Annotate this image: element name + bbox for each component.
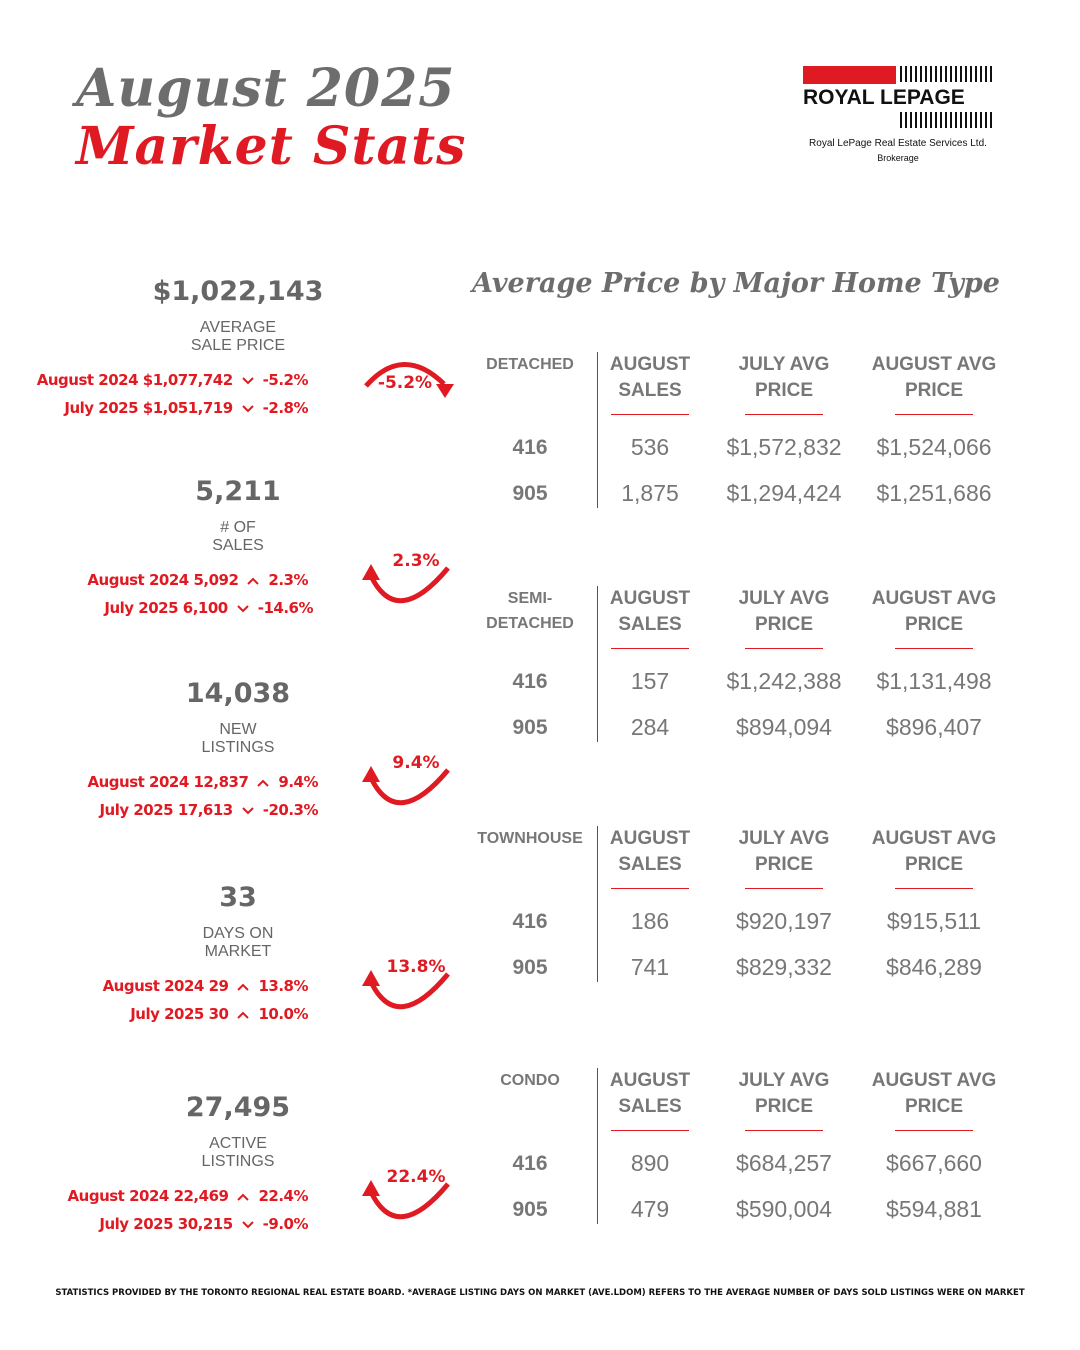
stat-label-line2: SALES [212,537,264,554]
chevron-up-icon [228,1008,258,1023]
comparison-value: $1,077,742 [142,371,233,389]
stat-label-line2: LISTINGS [201,1153,275,1170]
comparison-percent: 10.0% [258,1005,308,1023]
comparison-value: 29 [208,977,229,995]
chevron-up-icon [238,574,268,589]
table-cell-sales: 186 [630,908,670,934]
comparison-row [99,801,318,819]
table-cell-aug: $1,251,686 [876,480,992,506]
comparison-row [87,571,308,589]
header-underline [895,888,973,889]
home-type-label [470,586,590,636]
comparison-period: August 2024 [36,371,139,389]
region-label: 905 [512,482,548,505]
home-type-label [470,826,590,851]
comparison-row [130,1005,308,1023]
table-cell-sales: 157 [630,668,670,694]
stat-label-line2: LISTINGS [201,739,275,756]
column-header-aug [859,1068,1009,1120]
comparison-percent: 9.4% [278,773,318,791]
header-underline [895,414,973,415]
comparison-row [99,1215,308,1233]
stat-label [118,1135,358,1171]
header-underline [611,648,689,649]
stat-label [118,721,358,757]
stat-label [118,519,358,555]
table-cell-sales: 536 [630,434,670,460]
column-header-line: JULY AVG [738,354,830,375]
header-underline [895,648,973,649]
chevron-up-icon [228,1190,258,1205]
stat-value: 27,495 [185,1092,291,1123]
title-line-1: August 2025 [76,58,456,119]
arc-percent-label: 22.4% [386,1167,446,1187]
table-cell-aug: $1,524,066 [876,434,992,460]
column-header-line: SALES [618,614,682,635]
table-cell-july: $920,197 [736,908,832,934]
comparison-value: 6,100 [182,599,228,617]
table-cell-sales: 741 [630,954,670,980]
comparison-period: July 2025 [64,399,139,417]
column-header-line: SALES [618,1096,682,1117]
comparison-value: 12,837 [193,773,249,791]
arc-percent-label: 9.4% [392,753,440,773]
comparison-value: 5,092 [193,571,239,589]
comparison-percent: -9.0% [262,1215,308,1233]
table-cell-sales: 1,875 [621,480,679,506]
title-line-2: Market Stats [76,116,467,177]
column-header-july [709,826,859,878]
home-type-line: TOWNHOUSE [477,830,583,847]
column-header-line: PRICE [754,854,814,875]
table-cell-sales: 479 [630,1196,670,1222]
column-header-line: PRICE [754,1096,814,1117]
header-underline [745,888,823,889]
comparison-value: 30 [208,1005,229,1023]
table-cell-july: $684,257 [736,1150,832,1176]
table-cell-july: $590,004 [736,1196,832,1222]
region-label: 416 [512,1152,548,1175]
comparison-percent: -20.3% [262,801,318,819]
column-header-line: AUGUST [609,828,691,849]
chevron-down-icon [228,602,258,617]
column-header-line: SALES [618,380,682,401]
stat-label-line1: ACTIVE [209,1135,267,1152]
table-cell-july: $1,572,832 [726,434,842,460]
column-header-aug [859,826,1009,878]
column-header-line: JULY AVG [738,1070,830,1091]
chevron-up-icon [228,980,258,995]
comparison-row [64,399,308,417]
stat-value: 33 [219,882,257,913]
stat-label [118,925,358,961]
table-cell-aug: $667,660 [886,1150,982,1176]
comparison-value: 30,215 [177,1215,233,1233]
column-header-line: AUGUST AVG [871,588,997,609]
table-cell-july: $829,332 [736,954,832,980]
home-type-line: CONDO [500,1072,560,1089]
chevron-up-icon [248,776,278,791]
home-type-label [470,1068,590,1093]
comparison-period: July 2025 [99,1215,174,1233]
stat-label-line1: NEW [219,721,257,738]
header-underline [611,1130,689,1131]
comparison-period: July 2025 [99,801,174,819]
comparison-percent: -5.2% [262,371,308,389]
logo-brand: ROYAL LEPAGE [803,86,965,109]
home-type-line: SEMI- [507,590,553,607]
comparison-value: $1,051,719 [142,399,233,417]
stat-value: 14,038 [185,678,291,709]
comparison-value: 17,613 [177,801,233,819]
arc-percent-label: 2.3% [392,551,440,571]
header-underline [611,888,689,889]
table-cell-aug: $594,881 [886,1196,982,1222]
region-label: 416 [512,670,548,693]
table-cell-aug: $846,289 [886,954,982,980]
table-cell-aug: $915,511 [886,908,982,934]
column-header-line: AUGUST [609,588,691,609]
logo-brokerage: Brokerage [877,153,919,163]
column-header-line: AUGUST AVG [871,1070,997,1091]
column-header-july [709,1068,859,1120]
comparison-period: July 2025 [130,1005,204,1023]
stat-label-line1: DAYS ON [202,925,274,942]
footer-note: STATISTICS PROVIDED BY THE TORONTO REGIONAL REAL ESTATE BOARD. *AVERAGE LISTING DAYS ON MARKET (AVE.LDOM) REFERS TO THE AVERAGE NUMBER OF DAYS SOLD LISTINGS WERE ON MARKET [55,1288,1025,1298]
region-label: 905 [512,1198,548,1221]
comparison-row [104,599,313,617]
column-header-aug [859,586,1009,638]
home-type-line: DETACHED [486,356,574,373]
home-type-line: DETACHED [486,615,574,632]
stat-value: $1,022,143 [152,276,324,307]
header-underline [745,648,823,649]
table-cell-sales: 890 [630,1150,670,1176]
header-underline [611,414,689,415]
comparison-period: July 2025 [104,599,179,617]
column-header-july [709,352,859,404]
header-underline [745,1130,823,1131]
comparison-period: August 2024 [87,571,189,589]
stat-label [118,319,358,355]
column-header-line: PRICE [754,380,814,401]
column-header-line: PRICE [904,854,964,875]
stat-label-line1: AVERAGE [199,319,277,336]
logo-company: Royal LePage Real Estate Services Ltd. [809,138,987,149]
arc-percent-label: -5.2% [377,373,433,393]
stat-value: 5,211 [195,476,281,507]
region-label: 905 [512,716,548,739]
comparison-percent: -14.6% [257,599,313,617]
table-cell-aug: $1,131,498 [876,668,992,694]
region-label: 416 [512,436,548,459]
comparison-percent: 2.3% [268,571,308,589]
column-header-line: AUGUST AVG [871,828,997,849]
chevron-down-icon [233,402,263,417]
column-header-line: JULY AVG [738,588,830,609]
arc-percent-label: 13.8% [386,957,446,977]
table-cell-july: $894,094 [736,714,832,740]
header-underline [895,1130,973,1131]
price-section-title: Average Price by Major Home Type [472,268,1000,299]
column-header-line: PRICE [754,614,814,635]
table-cell-july: $1,294,424 [726,480,842,506]
comparison-period: August 2024 [102,977,204,995]
table-cell-july: $1,242,388 [726,668,842,694]
comparison-percent: 13.8% [258,977,308,995]
column-header-line: PRICE [904,380,964,401]
royal-lepage-logo [803,66,993,163]
column-header-line: AUGUST [609,1070,691,1091]
stat-label-line1: # OF [220,519,256,536]
comparison-row [103,977,308,995]
region-label: 416 [512,910,548,933]
region-label: 905 [512,956,548,979]
column-header-line: SALES [618,854,682,875]
column-header-line: PRICE [904,614,964,635]
comparison-row [37,371,308,389]
column-header-line: PRICE [904,1096,964,1117]
comparison-row [68,1187,308,1205]
comparison-period: August 2024 [67,1187,169,1205]
column-header-line: AUGUST [609,354,691,375]
chevron-down-icon [233,1218,263,1233]
home-type-label [470,352,590,377]
column-header-line: JULY AVG [738,828,830,849]
comparison-period: August 2024 [87,773,189,791]
comparison-percent: -2.8% [262,399,308,417]
header-underline [745,414,823,415]
chevron-down-icon [233,804,263,819]
comparison-percent: 22.4% [258,1187,308,1205]
table-cell-sales: 284 [630,714,670,740]
table-cell-aug: $896,407 [886,714,982,740]
comparison-row [87,773,318,791]
column-header-line: AUGUST AVG [871,354,997,375]
stat-label-line2: MARKET [204,943,272,960]
column-header-july [709,586,859,638]
comparison-value: 22,469 [173,1187,229,1205]
column-header-aug [859,352,1009,404]
stat-label-line2: SALE PRICE [190,337,286,354]
chevron-down-icon [233,374,263,389]
